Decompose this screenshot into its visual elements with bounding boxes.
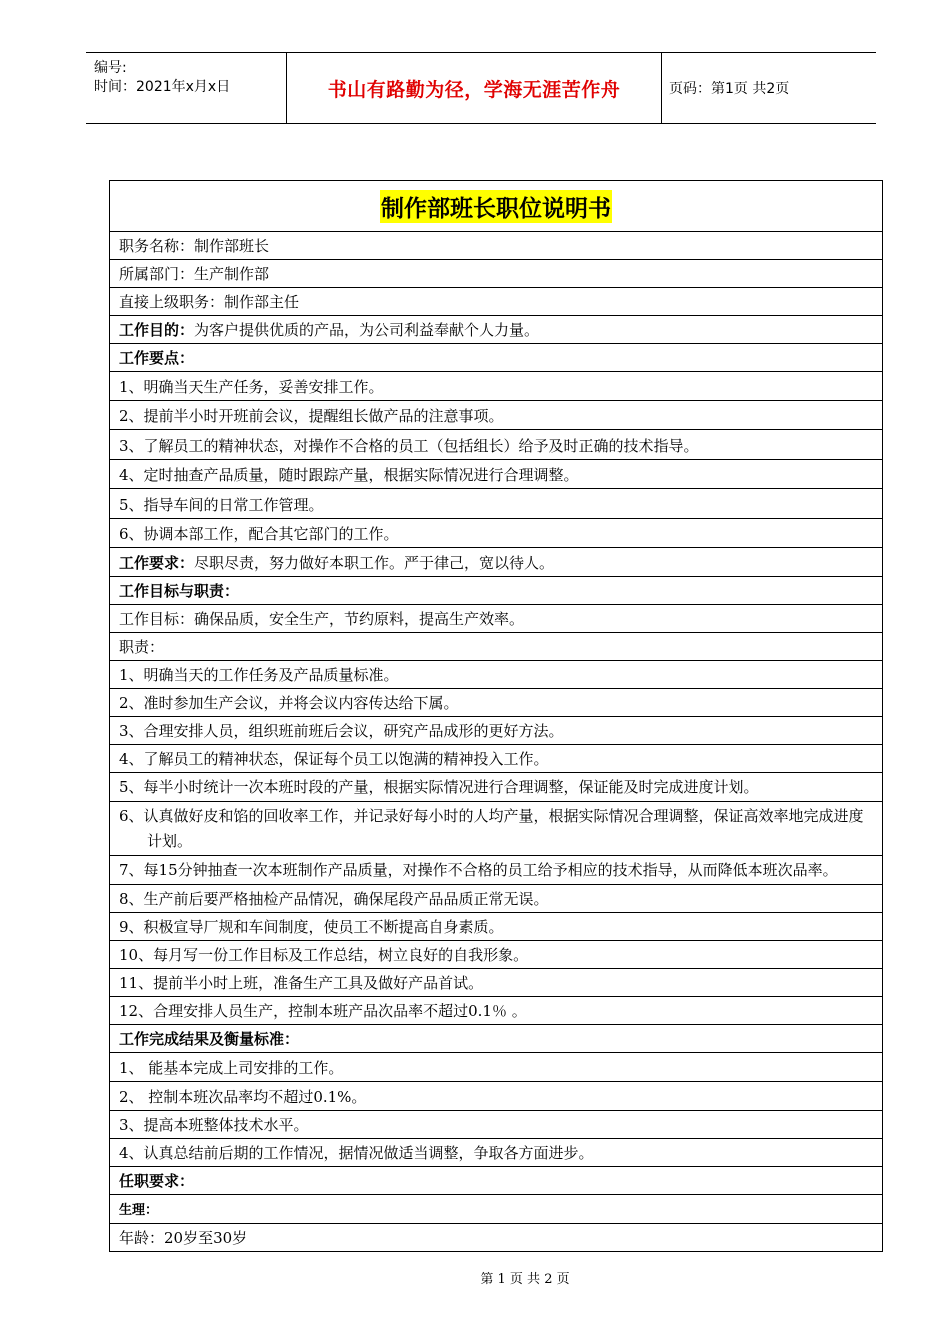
requirement-label: 工作要求： <box>119 554 195 572</box>
duty-text: 6、认真做好皮和馅的回收率工作，并记录好每小时的人均产量，根据实际情况合理调整，保证高效率地完成进度计划。 <box>119 807 864 850</box>
key-points-label: 工作要点： <box>119 349 195 367</box>
duty-item: 11、提前半小时上班，准备生产工具及做好产品首试。 <box>110 969 882 997</box>
duty-item: 9、积极宣导厂规和车间制度，使员工不断提高自身素质。 <box>110 913 882 941</box>
time-label: 时间：2021年x月x日 <box>94 79 231 95</box>
key-points-heading <box>110 344 882 372</box>
duty-item: 1、明确当天的工作任务及产品质量标准。 <box>110 661 882 689</box>
purpose-row <box>110 316 882 344</box>
duty-text: 5、每半小时统计一次本班时段的产量，根据实际情况进行合理调整，保证能及时完成进度计划。 <box>119 778 759 796</box>
number-label: 编号: <box>94 60 127 76</box>
result-item: 3、提高本班整体技术水平。 <box>110 1111 882 1139</box>
job-name-row: 职务名称：制作部班长 <box>110 232 882 260</box>
duty-item: 8、生产前后要严格抽检产品情况，确保尾段产品品质正常无误。 <box>110 885 882 913</box>
goals-label: 工作目标与职责： <box>119 582 240 600</box>
job-description-table <box>109 180 883 1252</box>
duty-item: 4、了解员工的精神状态，保证每个员工以饱满的精神投入工作。 <box>110 745 882 773</box>
key-point-item: 5、指导车间的日常工作管理。 <box>110 489 882 519</box>
document-title: 制作部班长职位说明书 <box>380 190 612 223</box>
page-code: 页码：第1页 共2页 <box>669 81 790 97</box>
duty-item: 10、每月写一份工作目标及工作总结，树立良好的自我形象。 <box>110 941 882 969</box>
page-footer: 第 1 页 共 2 页 <box>480 1272 570 1287</box>
department-row: 所属部门：生产制作部 <box>110 260 882 288</box>
result-item: 4、认真总结前后期的工作情况，据情况做适当调整，争取各方面进步。 <box>110 1139 882 1167</box>
purpose-label: 工作目的： <box>119 321 195 339</box>
results-label: 工作完成结果及衡量标准： <box>119 1030 300 1048</box>
motto-text: 书山有路勤为径，学海无涯苦作舟 <box>327 78 621 101</box>
result-item: 1、 能基本完成上司安排的工作。 <box>110 1053 882 1082</box>
requirement-text: 尽职尽责，努力做好本职工作。严于律己，宽以待人。 <box>194 554 555 572</box>
key-point-item: 1、明确当天生产任务，妥善安排工作。 <box>110 372 882 401</box>
duty-item: 3、合理安排人员，组织班前班后会议，研究产品成形的更好方法。 <box>110 717 882 745</box>
physical-heading <box>110 1195 882 1224</box>
title-row <box>110 181 882 232</box>
duty-item <box>110 802 882 856</box>
page-header <box>86 52 876 124</box>
key-point-item: 4、定时抽查产品质量，随时跟踪产量，根据实际情况进行合理调整。 <box>110 460 882 489</box>
purpose-text: 为客户提供优质的产品，为公司利益奉献个人力量。 <box>194 321 540 339</box>
header-motto-cell <box>286 53 662 123</box>
duty-item: 12、合理安排人员生产，控制本班产品次品率不超过0.1％ 。 <box>110 997 882 1025</box>
results-heading <box>110 1025 882 1053</box>
header-page-cell <box>661 53 876 123</box>
header-meta <box>86 53 286 123</box>
duty-item: 2、准时参加生产会议，并将会议内容传达给下属。 <box>110 689 882 717</box>
physical-label: 生理： <box>119 1203 159 1218</box>
key-point-item: 6、协调本部工作，配合其它部门的工作。 <box>110 519 882 548</box>
goal-row: 工作目标：确保品质，安全生产，节约原料，提高生产效率。 <box>110 605 882 633</box>
qualification-label: 任职要求： <box>119 1172 195 1190</box>
result-item: 2、 控制本班次品率均不超过0.1%。 <box>110 1082 882 1111</box>
duties-heading: 职责： <box>110 633 882 661</box>
key-point-item: 2、提前半小时开班前会议，提醒组长做产品的注意事项。 <box>110 401 882 430</box>
qualification-heading <box>110 1167 882 1195</box>
age-row: 年龄：20岁至30岁 <box>119 1229 248 1247</box>
requirement-row <box>110 548 882 577</box>
duty-item <box>110 773 882 802</box>
goals-heading <box>110 577 882 605</box>
duty-item <box>110 856 882 885</box>
key-point-item: 3、了解员工的精神状态，对操作不合格的员工（包括组长）给予及时正确的技术指导。 <box>110 430 882 460</box>
duty-text: 7、每15分钟抽查一次本班制作产品质量，对操作不合格的员工给予相应的技术指导，从而降低本班次品率。 <box>119 861 838 879</box>
superior-row: 直接上级职务：制作部主任 <box>110 288 882 316</box>
